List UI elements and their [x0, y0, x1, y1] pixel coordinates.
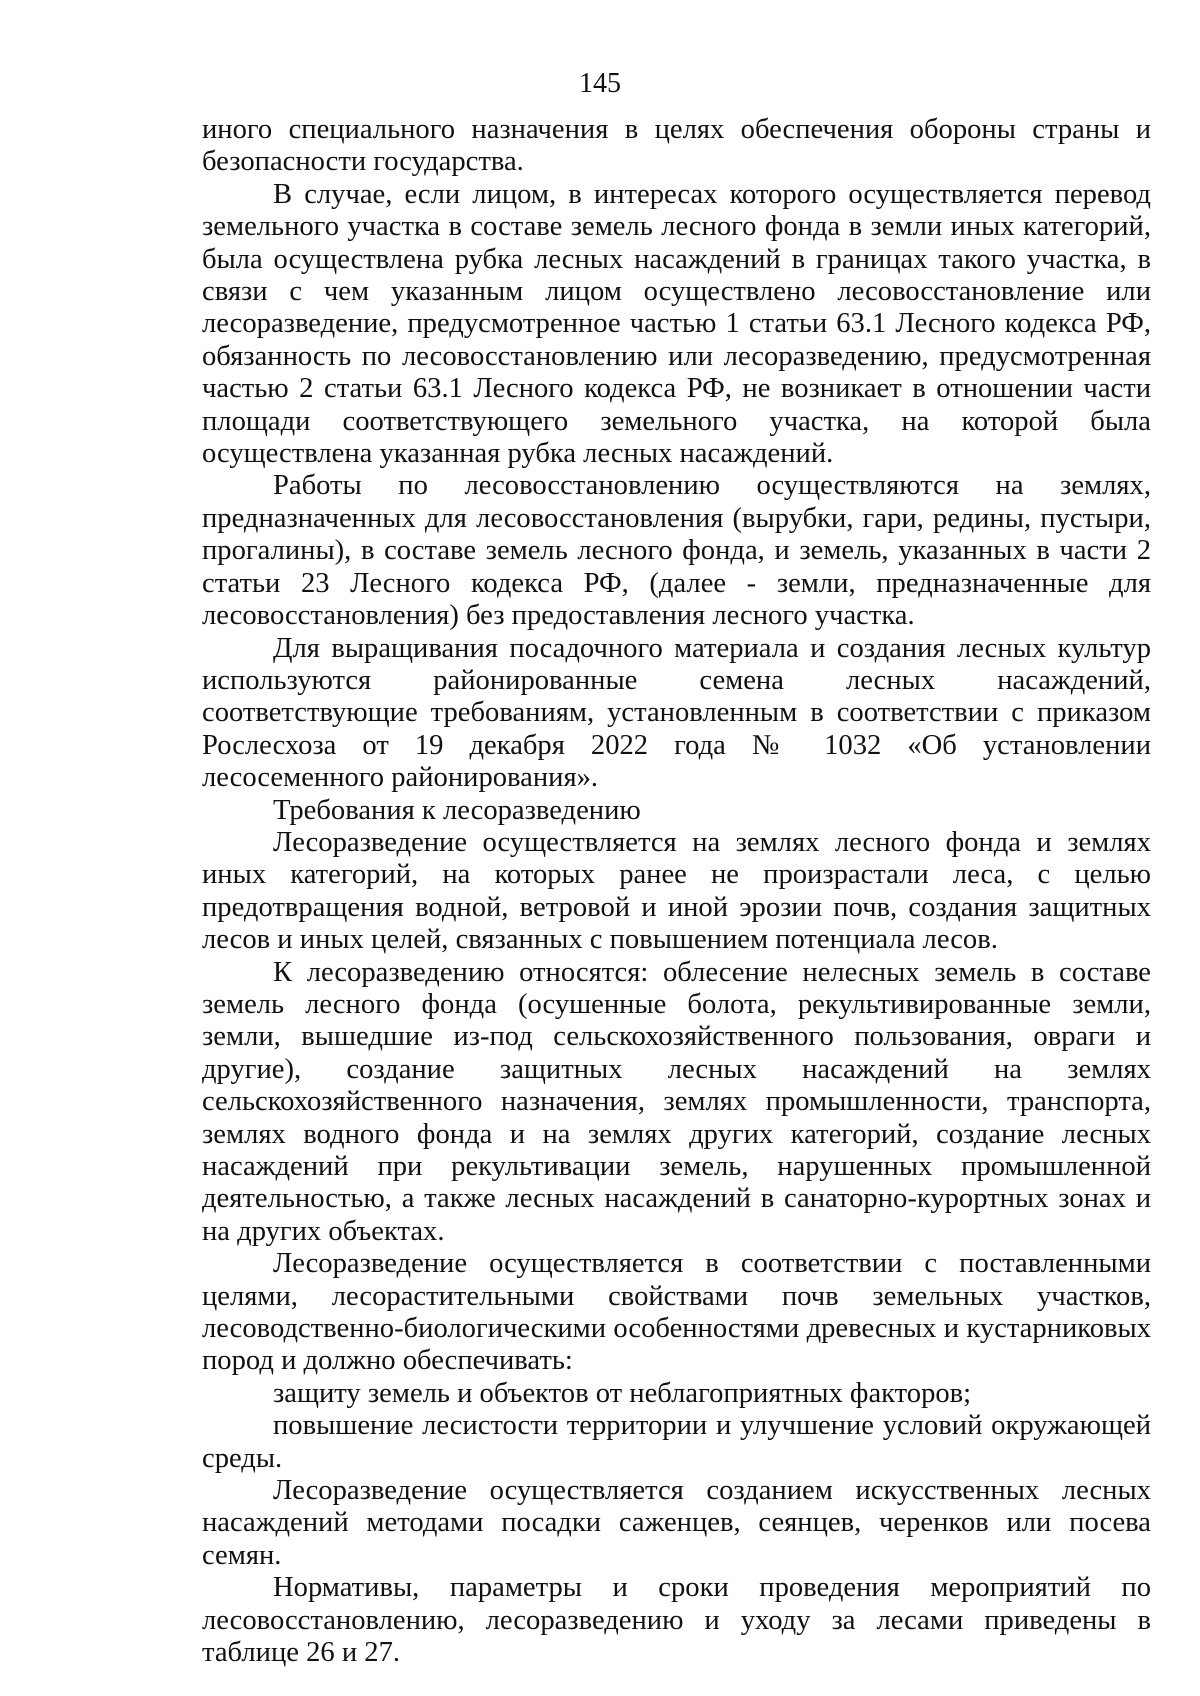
paragraph-planting-methods: Лесоразведение осуществляется созданием искусственных лесных насаждений методами посадки саженцев, сеянцев, черенков или посева семян.: [202, 1475, 1151, 1571]
list-item-land-protection: защиту земель и объектов от неблагоприятных факторов;: [273, 1377, 972, 1409]
paragraph-continuation: иного специального назначения в целях обеспечения обороны страны и безопасности государства.: [202, 114, 1151, 178]
paragraph-afforestation-goals: Лесоразведение осуществляется в соответствии с поставленными целями, лесорастительными свойствами почв земельных участков, лесоводственно-биологическими особенностями древесных и кустарниковых пород и должно обеспечивать:: [202, 1248, 1151, 1377]
section-heading-afforestation: Требования к лесоразведению: [273, 794, 641, 826]
paragraph-land-transfer: В случае, если лицом, в интересах которого осуществляется перевод земельного участка в составе земель лесного фонда в земли иных категорий, была осуществлена рубка лесных насаждений в границах такого участка, в связи с чем указанным лицом осуществлено лесовосстановление или лесоразведение, предусмотренное частью 1 статьи 63.1 Лесного кодекса РФ, обязанность по лесовосстановлению или лесоразведению, предусмотренная частью 2 статьи 63.1 Лесного кодекса РФ, не возникает в отношении части площади соответствующего земельного участка, на которой была осуществлена указанная рубка лесных насаждений.: [202, 178, 1151, 470]
document-body: [202, 114, 1151, 1670]
paragraph-afforestation-definition: Лесоразведение осуществляется на землях лесного фонда и землях иных категорий, на которых ранее не произрастали леса, с целью предотвращения водной, ветровой и иной эрозии почв, создания защитных лесов и иных целей, связанных с повышением потенциала лесов.: [202, 826, 1151, 956]
paragraph-reforestation-works: Работы по лесовосстановлению осуществляются на землях, предназначенных для лесовосстановления (вырубки, гари, редины, пустыри, прогалины), в составе земель лесного фонда, и земель, указанных в части 2 статьи 23 Лесного кодекса РФ, (далее - земли, предназначенные для лесовосстановления) без предоставления лесного участка.: [202, 470, 1151, 632]
list-item-forest-cover: повышение лесистости территории и улучшение условий окружающей среды.: [202, 1410, 1151, 1474]
page-number: 145: [579, 68, 621, 99]
paragraph-table-reference: Нормативы, параметры и сроки проведения мероприятий по лесовосстановлению, лесоразведению и уходу за лесами приведены в таблице 26 и 27.: [202, 1572, 1151, 1669]
paragraph-seed-material: Для выращивания посадочного материала и создания лесных культур используются районированные семена лесных насаждений, соответствующие требованиям, установленным в соответствии с приказом Рослесхоза от 19 декабря 2022 года № 1032 «Об установлении лесосеменного районирования».: [202, 632, 1151, 794]
paragraph-afforestation-scope: К лесоразведению относятся: облесение нелесных земель в составе земель лесного фонда (осушенные болота, рекультивированные земли, земли, вышедшие из-под сельскохозяйственного пользования, овраги и другие), создание защитных лесных насаждений на землях сельскохозяйственного назначения, землях промышленности, транспорта, землях водного фонда и на землях других категорий, создание лесных насаждений при рекультивации земель, нарушенных промышленной деятельностью, а также лесных насаждений в санаторно-курортных зонах и на других объектах.: [202, 956, 1151, 1247]
